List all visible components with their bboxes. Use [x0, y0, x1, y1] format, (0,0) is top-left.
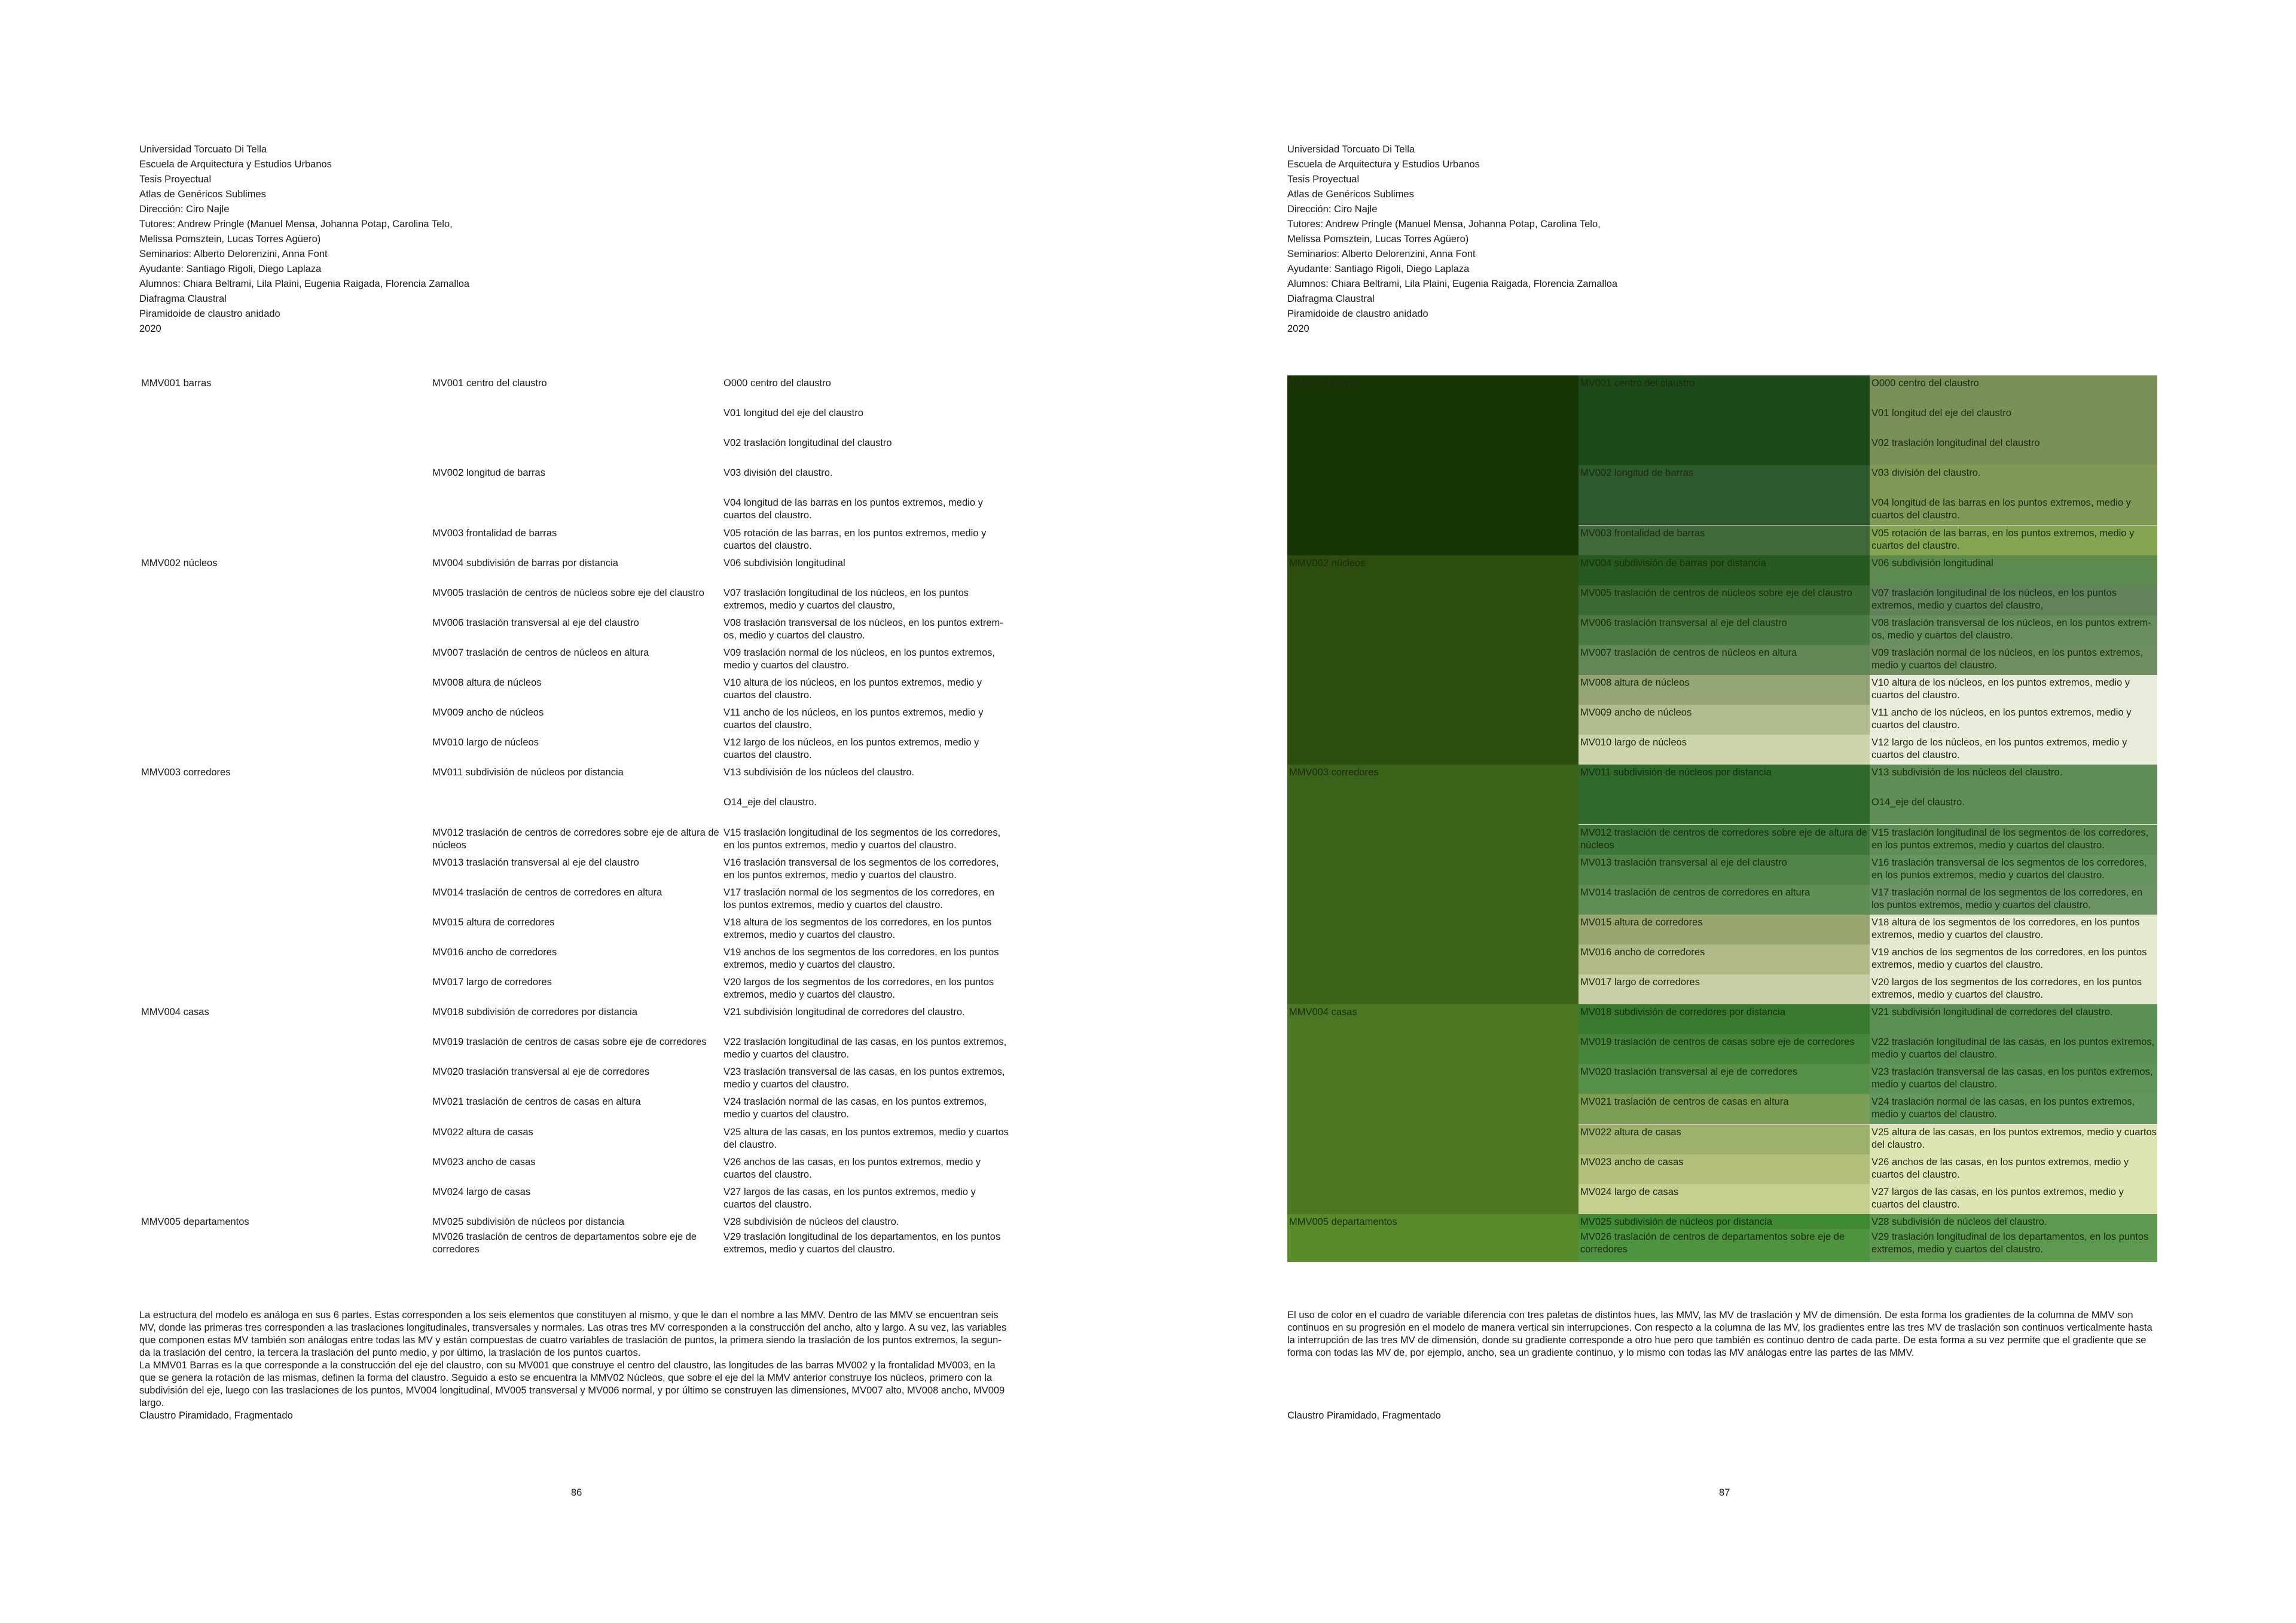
v-cell: V03 división del claustro.: [723, 467, 833, 479]
mv-cell: MV012 traslación de centros de corredores sobre eje de altura de núcleos: [432, 827, 719, 851]
header-line: 2020: [1287, 323, 1309, 334]
header-line: Dirección: Ciro Najle: [139, 204, 230, 215]
v-cell: V26 anchos de las casas, en los puntos extremos, medio y cuartos del claustro.: [723, 1156, 981, 1180]
v-cell: V29 traslación longitudinal de los departamentos, en los puntos extremos, medio y cuartos del claustro.: [723, 1231, 1001, 1255]
mmv-cell: MMV001 barras: [1287, 375, 1578, 555]
mv-cell: MV014 traslación de centros de corredores en altura: [1578, 885, 1870, 915]
v-cell: V25 altura de las casas, en los puntos extremos, medio y cuartos del claustro.: [1870, 1124, 2157, 1154]
v-cell: O000 centro del claustro: [1870, 375, 2157, 405]
mv-cell: MV016 ancho de corredores: [432, 946, 557, 958]
mv-cell: MV019 traslación de centros de casas sobre eje de corredores: [1578, 1034, 1870, 1064]
mv-cell: MV002 longitud de barras: [432, 467, 545, 479]
mv-cell: MV015 altura de corredores: [432, 916, 555, 928]
header-line: Escuela de Arquitectura y Estudios Urbanos: [139, 159, 332, 170]
v-cell: V12 largo de los núcleos, en los puntos extremos, medio y cuartos del claustro.: [1870, 735, 2157, 765]
mmv-cell: MMV005 departamentos: [1287, 1214, 1578, 1262]
header-line: Ayudante: Santiago Rigoli, Diego Laplaza: [1287, 264, 1470, 274]
mv-cell: MV004 subdivisión de barras por distancia: [1578, 555, 1870, 585]
v-cell: V25 altura de las casas, en los puntos extremos, medio y cuartos del claustro.: [723, 1126, 1009, 1150]
v-cell: O000 centro del claustro: [723, 378, 831, 389]
v-cell: V05 rotación de las barras, en los puntos extremos, medio y cuartos del claustro.: [723, 527, 987, 551]
paragraph: La MMV01 Barras es la que corresponde a la construcción del eje del claustro, con su MV001 que construye el centro del claustro, las longitudes de las barras MV002 y la frontalidad MV003, en la que se genera la rotación de las mismas, definen la forma del claustro. Seguido a esto se encuentra la MMV02 Núcleos, que sobre el eje del la MMV anterior construye los núcleos, primero con la subdivisión del eje, luego con las traslaciones de los puntos, MV004 longitudinal, MV005 transversal y MV006 normal, y por último se construyen las dimensiones, MV007 alto, MV008 ancho, MV009 largo.: [139, 1360, 1005, 1408]
mv-cell: MV009 ancho de núcleos: [432, 707, 544, 719]
mv-cell: MV007 traslación de centros de núcleos en altura: [432, 647, 649, 658]
mv-cell: MV008 altura de núcleos: [1578, 675, 1870, 705]
v-cell: V21 subdivisión longitudinal de corredores del claustro.: [723, 1007, 965, 1018]
mv-cell: MV001 centro del claustro: [1578, 375, 1870, 465]
mv-cell: MV020 traslación transversal al eje de corredores: [432, 1066, 650, 1078]
v-cell: V20 largos de los segmentos de los corredores, en los puntos extremos, medio y cuartos del claustro.: [1870, 974, 2157, 1004]
mv-cell: MV005 traslación de centros de núcleos sobre eje del claustro: [432, 587, 704, 598]
mv-cell: MV008 altura de núcleos: [432, 677, 542, 688]
variable-table-plain: [139, 375, 1009, 1254]
v-cell: V24 traslación normal de las casas, en los puntos extremos, medio y cuartos del claustro.: [723, 1096, 987, 1120]
mv-cell: MV014 traslación de centros de corredores en altura: [432, 887, 662, 898]
mv-cell: MV011 subdivisión de núcleos por distancia: [1578, 765, 1870, 824]
mv-cell: MV003 frontalidad de barras: [1578, 525, 1870, 555]
mv-cell: MV025 subdivisión de núcleos por distancia: [1578, 1214, 1870, 1229]
mmv-cell: MMV003 corredores: [141, 767, 231, 778]
v-cell: V04 longitud de las barras en los puntos extremos, medio y cuartos del claustro.: [1870, 495, 2157, 525]
v-cell: V18 altura de los segmentos de los corredores, en los puntos extremos, medio y cuartos del claustro.: [723, 916, 992, 940]
mv-cell: MV026 traslación de centros de departamentos sobre eje de corredores: [432, 1231, 697, 1255]
caption: Claustro Piramidado, Fragmentado: [139, 1410, 293, 1421]
v-cell: V02 traslación longitudinal del claustro: [723, 438, 892, 449]
header-right: [1287, 142, 1718, 337]
mv-cell: MV002 longitud de barras: [1578, 465, 1870, 525]
body-text-left: [139, 1309, 1012, 1422]
page-right: [1148, 0, 2296, 1623]
mv-cell: MV003 frontalidad de barras: [432, 527, 557, 539]
mv-cell: MV022 altura de casas: [1578, 1124, 1870, 1154]
mv-cell: MV007 traslación de centros de núcleos en altura: [1578, 645, 1870, 675]
header-line: Tutores: Andrew Pringle (Manuel Mensa, Johanna Potap, Carolina Telo,: [139, 219, 453, 230]
v-cell: V15 traslación longitudinal de los segmentos de los corredores, en los puntos extremos, medio y cuartos del claustro.: [1870, 825, 2157, 855]
page-number: 86: [571, 1487, 582, 1498]
v-cell: V17 traslación normal de los segmentos de los corredores, en los puntos extremos, medio y cuartos del claustro.: [1870, 885, 2157, 915]
v-cell: V10 altura de los núcleos, en los puntos extremos, medio y cuartos del claustro.: [723, 677, 982, 701]
header-line: Melissa Pomsztein, Lucas Torres Agüero): [139, 234, 321, 244]
v-cell: V26 anchos de las casas, en los puntos extremos, medio y cuartos del claustro.: [1870, 1154, 2157, 1184]
v-cell: V15 traslación longitudinal de los segmentos de los corredores, en los puntos extremos, medio y cuartos del claustro.: [723, 827, 1001, 851]
v-cell: V01 longitud del eje del claustro: [723, 408, 863, 419]
v-cell: V06 subdivisión longitudinal: [723, 557, 845, 568]
v-cell: V09 traslación normal de los núcleos, en los puntos extremos, medio y cuartos del claustro.: [723, 647, 995, 671]
mv-cell: MV013 traslación transversal al eje del claustro: [432, 857, 639, 868]
v-cell: V23 traslación transversal de las casas, en los puntos extremos, medio y cuartos del claustro.: [723, 1066, 1005, 1090]
v-cell: V09 traslación normal de los núcleos, en los puntos extremos, medio y cuartos del claustro.: [1870, 645, 2157, 675]
header-line: Diafragma Claustral: [139, 294, 227, 304]
header-line: Universidad Torcuato Di Tella: [1287, 144, 1415, 155]
header-line: Piramidoide de claustro anidado: [1287, 308, 1428, 319]
mv-cell: MV023 ancho de casas: [432, 1156, 536, 1167]
mv-cell: MV013 traslación transversal al eje del claustro: [1578, 855, 1870, 885]
header-line: Universidad Torcuato Di Tella: [139, 144, 267, 155]
v-cell: V17 traslación normal de los segmentos de los corredores, en los puntos extremos, medio y cuartos del claustro.: [723, 887, 995, 910]
v-cell: V21 subdivisión longitudinal de corredores del claustro.: [1870, 1004, 2157, 1034]
header-line: Melissa Pomsztein, Lucas Torres Agüero): [1287, 234, 1469, 244]
mv-cell: MV022 altura de casas: [432, 1126, 533, 1138]
header-line: Tutores: Andrew Pringle (Manuel Mensa, Johanna Potap, Carolina Telo,: [1287, 219, 1601, 230]
mv-cell: MV004 subdivisión de barras por distancia: [432, 557, 618, 568]
mv-cell: MV021 traslación de centros de casas en altura: [432, 1096, 641, 1108]
mv-cell: MV021 traslación de centros de casas en altura: [1578, 1094, 1870, 1124]
header-line: Dirección: Ciro Najle: [1287, 204, 1378, 215]
header-line: Escuela de Arquitectura y Estudios Urbanos: [1287, 159, 1480, 170]
mmv-cell: MMV002 núcleos: [141, 557, 218, 568]
mv-cell: MV019 traslación de centros de casas sobre eje de corredores: [432, 1037, 707, 1048]
v-cell: V12 largo de los núcleos, en los puntos extremos, medio y cuartos del claustro.: [723, 737, 979, 761]
v-cell: V10 altura de los núcleos, en los puntos extremos, medio y cuartos del claustro.: [1870, 675, 2157, 705]
v-cell: V22 traslación longitudinal de las casas, en los puntos extremos, medio y cuartos del claustro.: [1870, 1034, 2157, 1064]
v-cell: V02 traslación longitudinal del claustro: [1870, 435, 2157, 465]
mv-cell: MV001 centro del claustro: [432, 378, 547, 389]
mv-cell: MV018 subdivisión de corredores por distancia: [432, 1007, 638, 1018]
header-line: Diafragma Claustral: [1287, 294, 1375, 304]
mmv-cell: MMV003 corredores: [1287, 765, 1578, 1004]
v-cell: V27 largos de las casas, en los puntos extremos, medio y cuartos del claustro.: [1870, 1184, 2157, 1214]
mv-cell: MV025 subdivisión de núcleos por distancia: [432, 1216, 625, 1227]
header-line: 2020: [139, 323, 161, 334]
mv-cell: MV017 largo de corredores: [432, 977, 552, 988]
mv-cell: MV024 largo de casas: [432, 1186, 531, 1197]
mv-cell: MV006 traslación transversal al eje del claustro: [1578, 615, 1870, 645]
header-line: Ayudante: Santiago Rigoli, Diego Laplaza: [139, 264, 322, 274]
v-cell: V13 subdivisión de los núcleos del claustro.: [1870, 765, 2157, 794]
mmv-cell: MMV001 barras: [141, 378, 212, 389]
v-cell: V11 ancho de los núcleos, en los puntos extremos, medio y cuartos del claustro.: [723, 707, 984, 731]
header-line: Piramidoide de claustro anidado: [139, 308, 280, 319]
v-cell: V05 rotación de las barras, en los puntos extremos, medio y cuartos del claustro.: [1870, 525, 2157, 555]
header-line: Tesis Proyectual: [1287, 174, 1360, 185]
header-line: Alumnos: Chiara Beltrami, Lila Plaini, Eugenia Raigada, Florencia Zamalloa: [1287, 279, 1618, 289]
mv-cell: MV020 traslación transversal al eje de corredores: [1578, 1064, 1870, 1094]
mv-cell: MV016 ancho de corredores: [1578, 945, 1870, 974]
v-cell: V20 largos de los segmentos de los corredores, en los puntos extremos, medio y cuartos del claustro.: [723, 977, 994, 1000]
header-line: Seminarios: Alberto Delorenzini, Anna Font: [139, 249, 328, 259]
v-cell: V27 largos de las casas, en los puntos extremos, medio y cuartos del claustro.: [723, 1186, 976, 1210]
header-line: Atlas de Genéricos Sublimes: [139, 189, 266, 200]
mmv-cell: MMV004 casas: [141, 1007, 209, 1018]
header-line: Tesis Proyectual: [139, 174, 212, 185]
v-cell: V16 traslación transversal de los segmentos de los corredores, en los puntos extremos, medio y cuartos del claustro.: [1870, 855, 2157, 885]
paragraph: La estructura del modelo es análoga en sus 6 partes. Estas corresponden a los seis elementos que constituyen al mismo, y que le dan el nombre a las MMV. Dentro de las MMV se encuentran seis MV, donde las primeras tres corresponden a las traslaciones longitudinales, transversales y normales. Las otras tres MV corresponden a la construcción del ancho, alto y largo. A su vez, las variables que componen estas MV también son análogas entre todas las MV y están compuestas de cuatro variables de traslación de puntos, la primera siendo la traslación de los puntos extremos, la segun-da la traslación del centro, la tercera la traslación del punto medio, y por último, la traslación de los puntos cuartos.: [139, 1310, 1007, 1358]
v-cell: O14_eje del claustro.: [1870, 794, 2157, 824]
mv-cell: MV009 ancho de núcleos: [1578, 705, 1870, 735]
mmv-cell: MMV002 núcleos: [1287, 555, 1578, 765]
v-cell: V08 traslación transversal de los núcleos, en los puntos extrem-os, medio y cuartos del claustro.: [1870, 615, 2157, 645]
v-cell: V04 longitud de las barras en los puntos extremos, medio y cuartos del claustro.: [723, 497, 983, 521]
mmv-cell: MMV005 departamentos: [141, 1216, 249, 1227]
v-cell: V19 anchos de los segmentos de los corredores, en los puntos extremos, medio y cuartos del claustro.: [723, 946, 999, 970]
paragraph: El uso de color en el cuadro de variable diferencia con tres paletas de distintos hues, las MMV, las MV de traslación y MV de dimensión. De esta forma los gradientes de la columna de MMV son continuos en su progresión en el modelo de manera vertical sin interrupciones. Con respecto a la columna de las MV, los gradientes entre las tres MV de traslación son continuos verticalmente hasta la interrupción de las tres MV de dimensión, donde su gradiente corresponde a otro hue pero que también es continuo dentro de cada parte. De esta forma a su vez permite que el gradiente que se forma con todas las MV de, por ejemplo, ancho, sea un gradiente continuo, y lo mismo con todas las MV análogas entre las partes de las MMV.: [1287, 1310, 2152, 1358]
v-cell: V08 traslación transversal de los núcleos, en los puntos extrem-os, medio y cuartos del claustro.: [723, 617, 1003, 641]
v-cell: V23 traslación transversal de las casas, en los puntos extremos, medio y cuartos del claustro.: [1870, 1064, 2157, 1094]
v-cell: V28 subdivisión de núcleos del claustro.: [1870, 1214, 2157, 1229]
v-cell: V11 ancho de los núcleos, en los puntos extremos, medio y cuartos del claustro.: [1870, 705, 2157, 735]
mv-cell: MV024 largo de casas: [1578, 1184, 1870, 1214]
page-number: 87: [1719, 1487, 1730, 1498]
mv-cell: MV018 subdivisión de corredores por distancia: [1578, 1004, 1870, 1034]
v-cell: O14_eje del claustro.: [723, 797, 817, 808]
v-cell: V06 subdivisión longitudinal: [1870, 555, 2157, 585]
header-line: Atlas de Genéricos Sublimes: [1287, 189, 1414, 200]
v-cell: V24 traslación normal de las casas, en los puntos extremos, medio y cuartos del claustro.: [1870, 1094, 2157, 1124]
v-cell: V07 traslación longitudinal de los núcleos, en los puntos extremos, medio y cuartos del claustro,: [1870, 585, 2157, 615]
v-cell: V18 altura de los segmentos de los corredores, en los puntos extremos, medio y cuartos del claustro.: [1870, 915, 2157, 945]
mv-cell: MV005 traslación de centros de núcleos sobre eje del claustro: [1578, 585, 1870, 615]
v-cell: V01 longitud del eje del claustro: [1870, 405, 2157, 435]
mv-cell: MV023 ancho de casas: [1578, 1154, 1870, 1184]
caption: Claustro Piramidado, Fragmentado: [1287, 1410, 1441, 1421]
body-text-right: [1287, 1309, 2160, 1422]
mv-cell: MV010 largo de núcleos: [1578, 735, 1870, 765]
header-left: [139, 142, 570, 337]
v-cell: V16 traslación transversal de los segmentos de los corredores, en los puntos extremos, medio y cuartos del claustro.: [723, 857, 999, 881]
mv-cell: MV012 traslación de centros de corredores sobre eje de altura de núcleos: [1578, 825, 1870, 855]
mv-cell: MV006 traslación transversal al eje del claustro: [432, 617, 639, 628]
mv-cell: MV011 subdivisión de núcleos por distancia: [432, 767, 624, 778]
v-cell: V22 traslación longitudinal de las casas, en los puntos extremos, medio y cuartos del claustro.: [723, 1037, 1007, 1060]
variable-table-colored: [1287, 375, 2157, 1254]
mv-cell: MV017 largo de corredores: [1578, 974, 1870, 1004]
header-line: Alumnos: Chiara Beltrami, Lila Plaini, Eugenia Raigada, Florencia Zamalloa: [139, 279, 470, 289]
mv-cell: MV015 altura de corredores: [1578, 915, 1870, 945]
v-cell: V07 traslación longitudinal de los núcleos, en los puntos extremos, medio y cuartos del claustro,: [723, 587, 969, 611]
v-cell: V13 subdivisión de los núcleos del claustro.: [723, 767, 915, 778]
mv-cell: MV010 largo de núcleos: [432, 737, 539, 748]
v-cell: V19 anchos de los segmentos de los corredores, en los puntos extremos, medio y cuartos del claustro.: [1870, 945, 2157, 974]
header-line: Seminarios: Alberto Delorenzini, Anna Font: [1287, 249, 1476, 259]
mmv-cell: MMV004 casas: [1287, 1004, 1578, 1214]
v-cell: V03 división del claustro.: [1870, 465, 2157, 495]
v-cell: V29 traslación longitudinal de los departamentos, en los puntos extremos, medio y cuartos del claustro.: [1870, 1229, 2157, 1262]
v-cell: V28 subdivisión de núcleos del claustro.: [723, 1216, 899, 1227]
mv-cell: MV026 traslación de centros de departamentos sobre eje de corredores: [1578, 1229, 1870, 1262]
